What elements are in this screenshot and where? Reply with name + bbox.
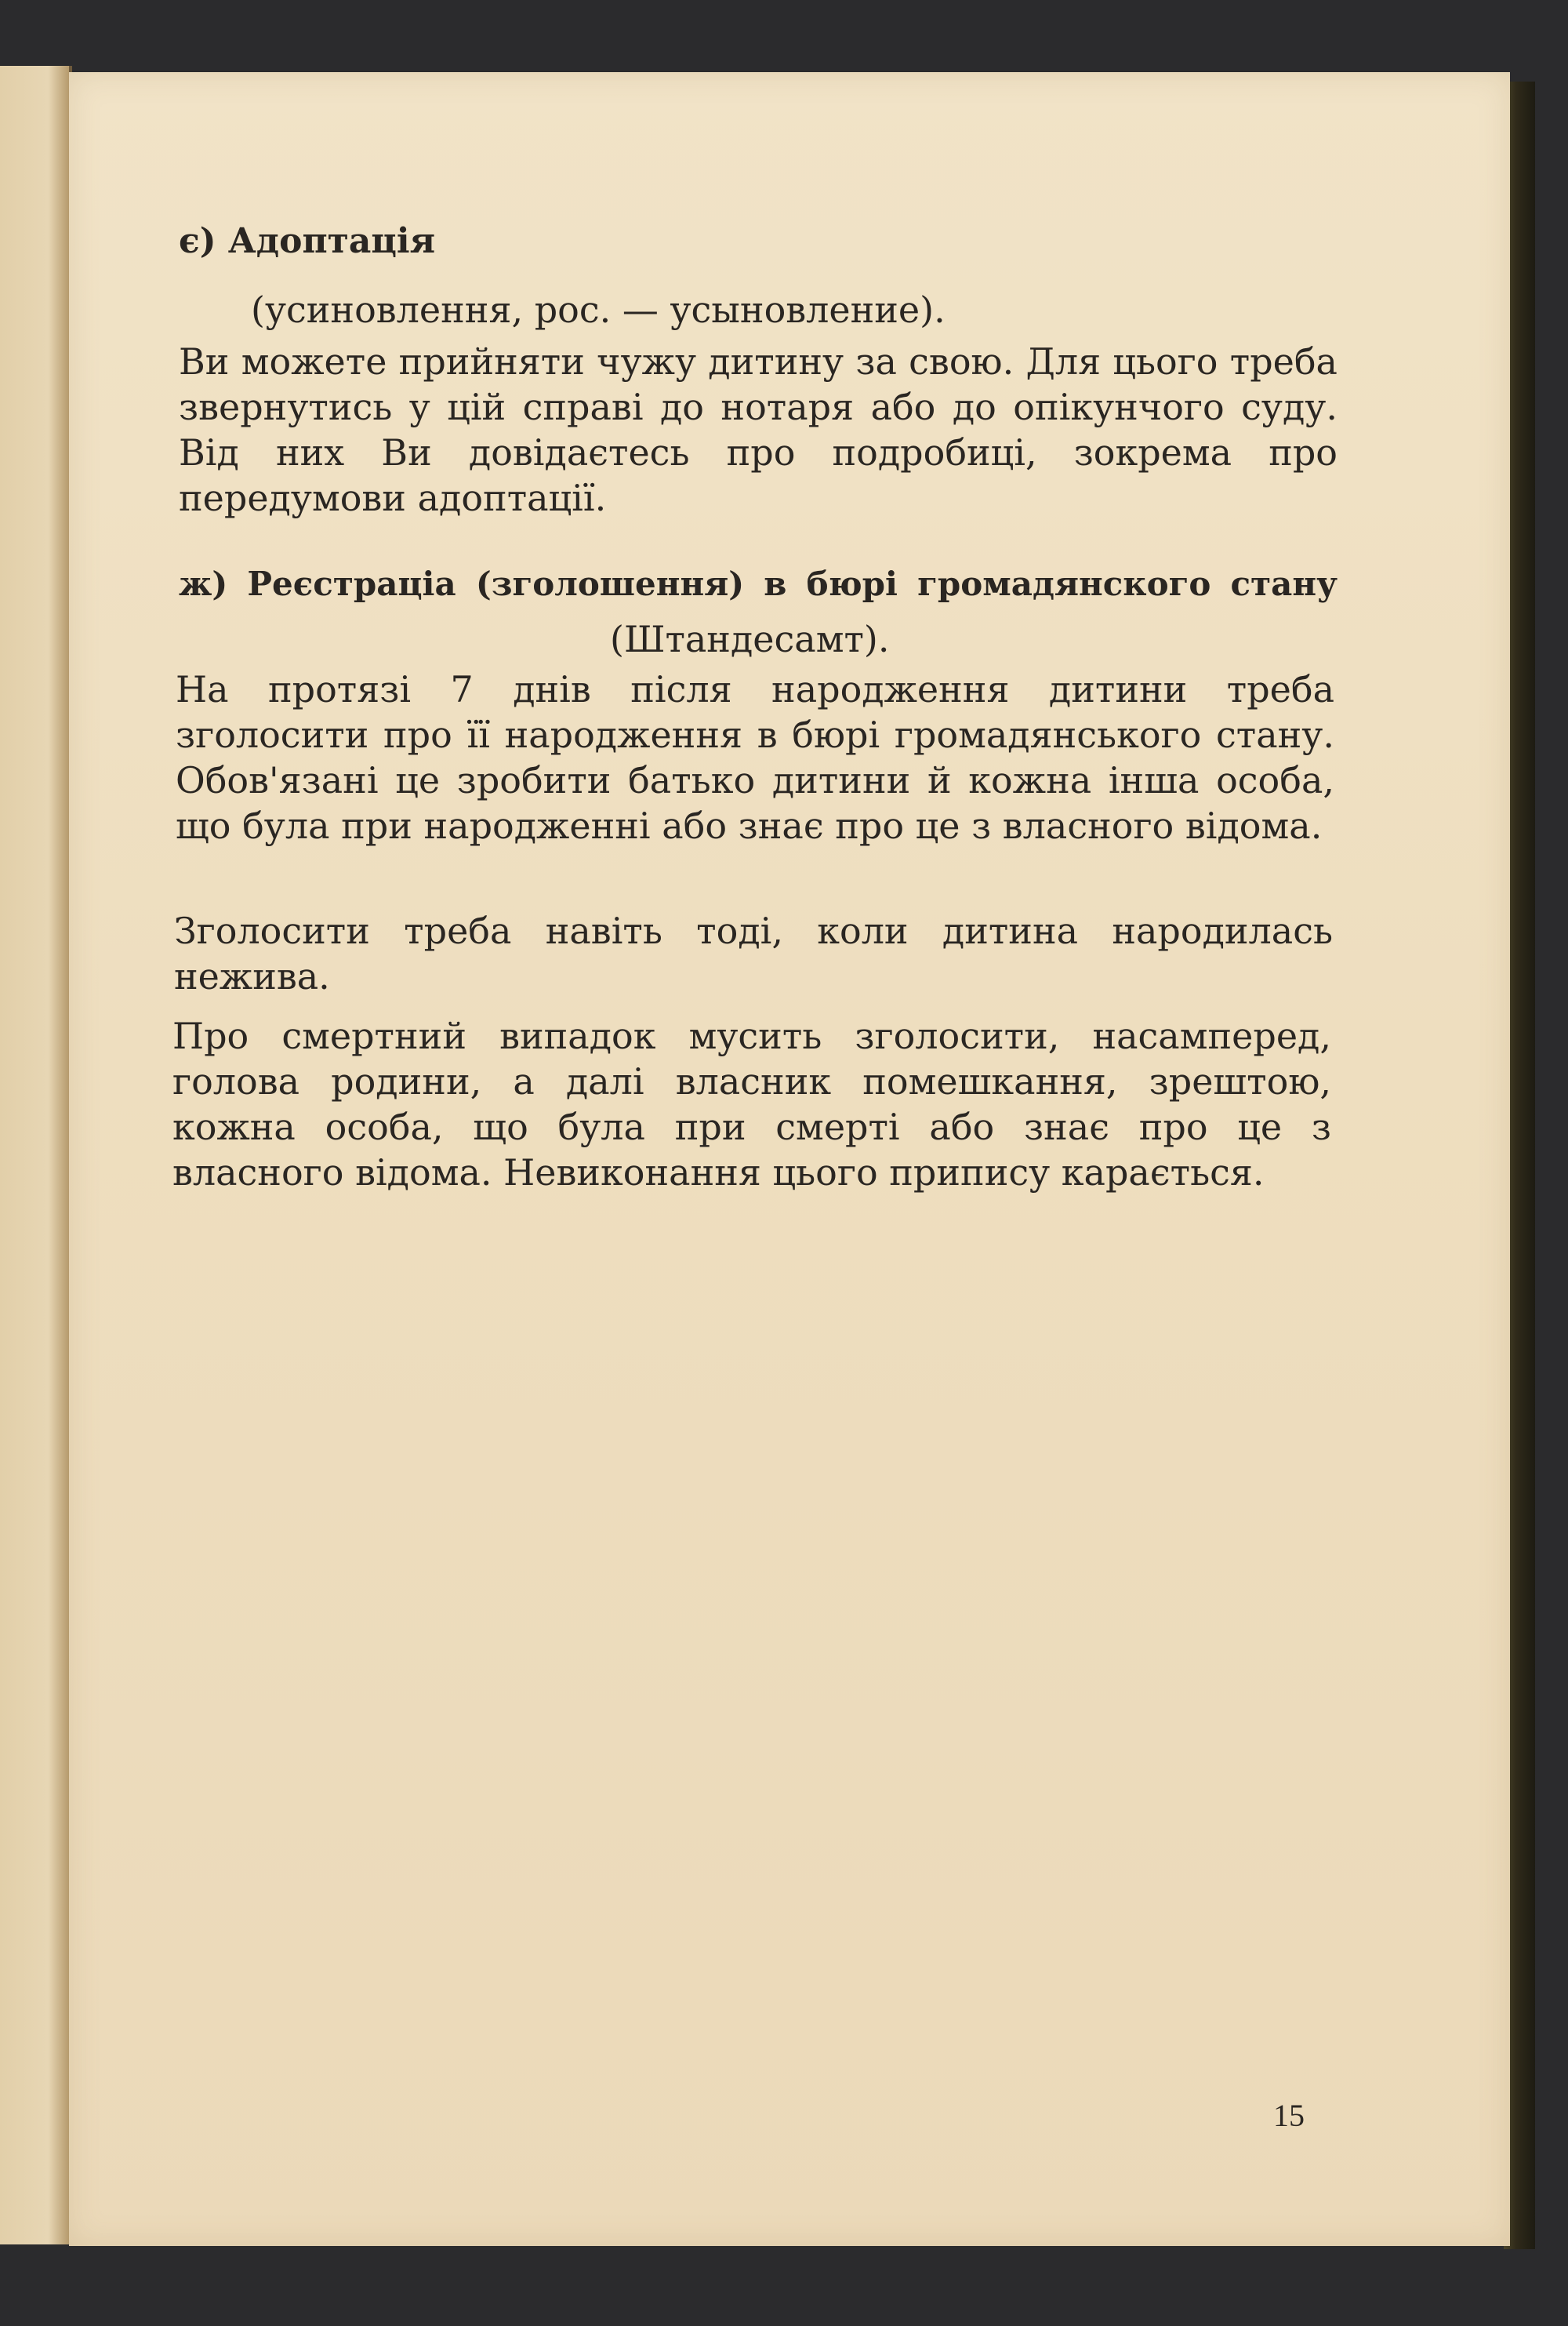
section-e-heading: є) Адоптація	[179, 221, 436, 261]
left-page-edge	[0, 66, 72, 2244]
section-e-paragraph: Ви можете прийняти чужу дитину за свою. Для цього треба звернутись у цій справі до нотаря або до опікунчого суду. Від них Ви довідаєтесь про подробиці, зокрема про передумови адоптації.	[179, 340, 1338, 519]
page-number: 15	[1273, 2098, 1305, 2133]
section-zh-subtitle: (Штандесамт).	[610, 618, 890, 660]
section-e-subtitle: (усиновлення, рос. — усыновление).	[251, 289, 946, 331]
book-page	[69, 72, 1510, 2246]
section-zh-paragraph-2: Зголосити треба навіть тоді, коли дитина народилась нежива.	[174, 910, 1333, 998]
section-zh-paragraph-1: На протязі 7 днів після народження дитини треба зголосити про її народження в бюрі громадянського стану. Обов'язані це зробити батько дитини й кожна інша особа, що була при народженні або знає про це з власного відома.	[176, 668, 1334, 847]
section-zh-heading: ж) Реєстраціа (зголошення) в бюрі громадянского стану	[179, 565, 1338, 603]
section-zh-paragraph-3: Про смертний випадок мусить зголосити, насамперед, голова родини, а далі власник помешкання, зрештою, кожна особа, що була при смерті або знає про це з власного відома. Невиконання цього припису карається.	[172, 1015, 1331, 1194]
